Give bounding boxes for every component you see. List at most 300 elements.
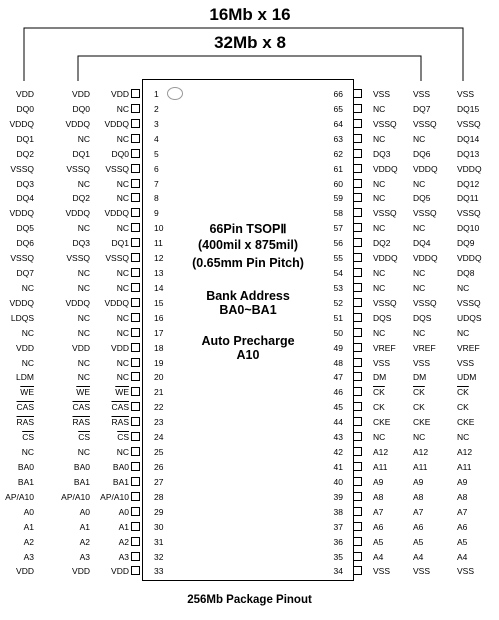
pin-pad (353, 253, 362, 262)
pin-number: 1 (154, 89, 159, 99)
pin-pad (353, 238, 362, 247)
pin-pad (353, 298, 362, 307)
x4-signal-label: $\overline{CK}$ (373, 387, 385, 398)
pin-number: 16 (154, 312, 164, 323)
x4-signal-label: CKE (373, 417, 391, 428)
x16-signal-label: A5 (457, 536, 468, 547)
x8-signal-label: $\overline{CS}$ (78, 432, 90, 443)
x8-signal-label: NC (77, 447, 90, 458)
pin-number: 54 (333, 268, 343, 279)
pin-number: 55 (333, 253, 343, 264)
x16-organization-title: 16Mb x 16 (209, 5, 291, 24)
x4-signal-label: A7 (373, 506, 384, 517)
x4-signal-label: A6 (373, 521, 384, 532)
x8-signal-label: A0 (79, 506, 90, 517)
x16-signal-label: NC (21, 357, 34, 368)
x8-signal-label: DQ6 (413, 148, 431, 159)
pin-pad (353, 149, 362, 158)
pin-pad (353, 283, 362, 292)
x8-signal-label: A9 (413, 476, 424, 487)
x16-signal-label: $\overline{CS}$ (22, 432, 34, 443)
x8-signal-label: $\overline{RAS}$ (72, 417, 90, 428)
pin-pad (353, 537, 362, 546)
pin-number: 31 (154, 536, 164, 547)
x8-signal-label: VSSQ (66, 163, 90, 174)
pin-number: 46 (333, 387, 343, 398)
pin-number: 8 (154, 193, 159, 204)
x16-signal-label: DQ2 (16, 148, 34, 159)
x4-signal-label: VDD (111, 566, 129, 577)
pin-number: 17 (154, 327, 164, 338)
x4-signal-label: NC (373, 268, 386, 279)
x8-signal-label: NC (77, 372, 90, 383)
x8-signal-label: $\overline{CK}$ (413, 387, 425, 398)
x8-signal-label: DQ7 (413, 103, 431, 114)
auto-precharge-value: A10 (236, 348, 260, 362)
x4-signal-label: NC (373, 178, 386, 189)
x16-signal-label: CK (457, 402, 469, 413)
pin-pad (131, 447, 140, 456)
x4-signal-label: VSS (373, 89, 391, 99)
x8-signal-label: BA1 (73, 476, 90, 487)
x8-signal-label: VSS (413, 357, 431, 368)
pin-number: 12 (154, 253, 164, 264)
pin-number: 30 (154, 521, 164, 532)
pin-pad (131, 477, 140, 486)
x8-signal-label: VDDQ (65, 118, 90, 129)
x4-signal-label: DQ2 (373, 238, 391, 249)
x4-signal-label: A5 (373, 536, 384, 547)
x16-signal-label: VSS (457, 89, 475, 99)
pin-number: 43 (333, 432, 343, 443)
pin-number: 25 (154, 447, 164, 458)
x8-signal-label: DQ4 (413, 238, 431, 249)
x4-signal-label: A1 (118, 521, 129, 532)
pin-pad (131, 89, 140, 98)
pin-number: 10 (154, 223, 164, 234)
x8-signal-label: VSS (413, 566, 431, 577)
x8-signal-label: VSSQ (413, 118, 437, 129)
x4-signal-label: A11 (373, 462, 388, 472)
pin-pad (131, 372, 140, 381)
x8-signal-label: NC (77, 282, 90, 293)
x8-signal-label: $\overline{CAS}$ (72, 402, 90, 413)
x16-signal-label: VSSQ (457, 118, 481, 129)
x8-signal-label: A11 (413, 462, 428, 472)
pin-pad (131, 268, 140, 277)
pin-pad (353, 193, 362, 202)
pin-pad (131, 164, 140, 173)
x8-signal-label: NC (77, 357, 90, 368)
x16-signal-label: DQ4 (16, 193, 34, 204)
pin-number: 9 (154, 208, 159, 219)
pin-pad (353, 447, 362, 456)
pin-number: 60 (333, 178, 343, 189)
x8-signal-label: AP/A10 (61, 491, 90, 502)
x8-signal-label: A3 (79, 551, 90, 562)
pin-pad (353, 387, 362, 396)
pin-pad (131, 193, 140, 202)
x8-organization-title: 32Mb x 8 (214, 33, 286, 52)
x8-signal-label: VREF (413, 342, 436, 353)
x8-signal-label: DQ2 (72, 193, 90, 204)
x4-signal-label: BA1 (112, 476, 129, 487)
x8-signal-label: NC (77, 133, 90, 144)
x8-signal-label: DQ1 (72, 148, 90, 159)
x4-signal-label: DQ3 (373, 148, 391, 159)
pin-pad (353, 462, 362, 471)
x16-signal-label: DQ8 (457, 268, 475, 279)
pin-pad (353, 522, 362, 531)
pin-number: 28 (154, 491, 164, 502)
pin-pad (353, 507, 362, 516)
pin-pitch: (0.65mm Pin Pitch) (192, 256, 304, 270)
x8-signal-label: NC (413, 432, 426, 443)
x4-signal-label: VSSQ (105, 253, 129, 264)
x4-signal-label: VSSQ (105, 163, 129, 174)
x4-signal-label: VDDQ (104, 297, 129, 308)
x4-signal-label: VDDQ (104, 118, 129, 129)
x4-signal-label: A12 (373, 447, 389, 458)
x8-signal-label: NC (77, 178, 90, 189)
pin-pad (131, 417, 140, 426)
pin-number: 19 (154, 357, 164, 368)
pin-number: 44 (333, 417, 343, 428)
x16-bracket (24, 28, 463, 81)
pin-number: 41 (333, 462, 343, 472)
pin-number: 22 (154, 402, 164, 413)
pin-pad (353, 268, 362, 277)
x4-signal-label: A3 (118, 551, 129, 562)
pin-pad (353, 417, 362, 426)
pin-number: 52 (333, 297, 343, 308)
x16-signal-label: A11 (457, 462, 472, 472)
x16-signal-label: NC (457, 327, 470, 338)
pin-pad (131, 432, 140, 441)
pin-number: 51 (333, 312, 343, 323)
pin-pad (131, 253, 140, 262)
pin-number: 57 (333, 223, 343, 234)
x8-signal-label: VDDQ (65, 208, 90, 219)
x4-signal-label: NC (116, 178, 129, 189)
x8-signal-label: DQ3 (72, 238, 90, 249)
pin-pad (353, 402, 362, 411)
x16-signal-label: VSSQ (457, 208, 481, 219)
pin-number: 3 (154, 118, 159, 129)
x8-signal-label: DM (413, 372, 427, 383)
x4-signal-label: NC (116, 193, 129, 204)
x8-signal-label: $\overline{WE}$ (76, 387, 90, 398)
pin-number: 50 (333, 327, 343, 338)
pin-number: 65 (333, 103, 343, 114)
pin-pad (131, 298, 140, 307)
x8-signal-label: VSSQ (413, 297, 437, 308)
x8-signal-label: VDDQ (413, 253, 438, 264)
x4-signal-label: NC (116, 327, 129, 338)
x16-signal-label: DQ10 (457, 223, 480, 234)
package-type: 66Pin TSOPⅡ (209, 222, 287, 236)
pin-pad (353, 432, 362, 441)
x16-signal-label: CKE (457, 417, 475, 428)
pin-pad (353, 208, 362, 217)
pin1-notch (167, 87, 183, 100)
pin-pad (131, 208, 140, 217)
x16-signal-label: $\overline{CK}$ (457, 387, 469, 398)
x16-signal-label: VDDQ (9, 297, 34, 308)
x8-bracket (78, 56, 421, 81)
pin-pad (353, 104, 362, 113)
pin-pad (131, 283, 140, 292)
x4-signal-label: VSSQ (373, 297, 397, 308)
x16-signal-label: AP/A10 (5, 491, 34, 502)
x16-signal-label: A7 (457, 506, 468, 517)
x16-signal-label: $\overline{RAS}$ (16, 417, 34, 428)
pin-number: 15 (154, 297, 164, 308)
x8-signal-label: NC (77, 312, 90, 323)
pin-number: 39 (333, 491, 343, 502)
x16-signal-label: $\overline{WE}$ (20, 387, 34, 398)
pin-number: 36 (333, 536, 343, 547)
x16-signal-label: NC (457, 282, 470, 293)
x16-signal-label: A8 (457, 491, 468, 502)
x4-signal-label: NC (116, 282, 129, 293)
x4-signal-label: NC (116, 357, 129, 368)
x16-signal-label: LDM (16, 372, 34, 383)
x4-signal-label: VDD (111, 89, 129, 99)
tsop-package-body (142, 79, 354, 581)
pin-number: 35 (333, 551, 343, 562)
pin-pad (131, 402, 140, 411)
x4-signal-label: DQ1 (111, 238, 129, 249)
pin-number: 53 (333, 282, 343, 293)
x4-signal-label: DM (373, 372, 387, 383)
pin-pad (131, 358, 140, 367)
x4-signal-label: NC (373, 133, 386, 144)
pin-number: 27 (154, 476, 164, 487)
x16-signal-label: VDDQ (457, 163, 482, 174)
x8-signal-label: NC (413, 223, 426, 234)
x16-signal-label: VDDQ (9, 118, 34, 129)
pin-pad (353, 313, 362, 322)
pin-number: 13 (154, 268, 164, 279)
x4-signal-label: VDDQ (104, 208, 129, 219)
x8-signal-label: VSSQ (413, 208, 437, 219)
x4-signal-label: A2 (118, 536, 129, 547)
x16-signal-label: VSS (457, 566, 475, 577)
auto-precharge-title: Auto Precharge (201, 334, 295, 348)
x16-signal-label: VDD (16, 566, 34, 577)
pin-number: 62 (333, 148, 343, 159)
x16-signal-label: DQ14 (457, 133, 480, 144)
pin-number: 20 (154, 372, 164, 383)
x16-signal-label: BA0 (17, 462, 34, 472)
x8-signal-label: VSSQ (66, 253, 90, 264)
x16-signal-label: DQ15 (457, 103, 480, 114)
pin-pad (353, 179, 362, 188)
x4-signal-label: VSS (373, 357, 391, 368)
x16-signal-label: A0 (23, 506, 34, 517)
pin-pad (131, 104, 140, 113)
pin-number: 26 (154, 462, 164, 472)
pin-number: 11 (154, 238, 163, 249)
x16-signal-label: DQ9 (457, 238, 475, 249)
x8-signal-label: DQ0 (72, 103, 90, 114)
pin-pad (353, 566, 362, 575)
pin-pad (131, 537, 140, 546)
x4-signal-label: VSS (373, 566, 391, 577)
x8-signal-label: NC (77, 268, 90, 279)
pin-number: 18 (154, 342, 164, 353)
x4-signal-label: A4 (373, 551, 384, 562)
x4-signal-label: AP/A10 (100, 491, 129, 502)
pin-number: 24 (154, 432, 164, 443)
x4-signal-label: NC (373, 103, 386, 114)
pin-pad (353, 223, 362, 232)
pin-pad (131, 343, 140, 352)
x4-signal-label: DQS (373, 312, 392, 323)
pin-number: 59 (333, 193, 343, 204)
pin-pad (353, 119, 362, 128)
pin-number: 34 (333, 566, 343, 577)
x16-signal-label: UDQS (457, 312, 482, 323)
x4-signal-label: NC (116, 447, 129, 458)
pin-number: 38 (333, 506, 343, 517)
x4-signal-label: $\overline{RAS}$ (111, 417, 129, 428)
x8-signal-label: DQS (413, 312, 432, 323)
x16-signal-label: NC (21, 282, 34, 293)
x16-signal-label: $\overline{CAS}$ (16, 402, 34, 413)
x4-signal-label: NC (116, 223, 129, 234)
x16-signal-label: A3 (23, 551, 34, 562)
x8-signal-label: VDDQ (413, 163, 438, 174)
pin-pad (131, 462, 140, 471)
x4-signal-label: NC (116, 268, 129, 279)
pin-number: 66 (333, 89, 343, 99)
x16-signal-label: VDD (16, 89, 34, 99)
x4-signal-label: BA0 (112, 462, 129, 472)
x16-signal-label: NC (21, 327, 34, 338)
pin-pad (353, 328, 362, 337)
pin-pad (353, 89, 362, 98)
x4-signal-label: NC (373, 432, 386, 443)
x8-signal-label: NC (77, 327, 90, 338)
x16-signal-label: DQ7 (16, 268, 34, 279)
x16-signal-label: NC (21, 447, 34, 458)
x16-signal-label: VREF (457, 342, 480, 353)
pin-pad (131, 328, 140, 337)
x8-signal-label: VDDQ (65, 297, 90, 308)
bank-address-title: Bank Address (206, 289, 290, 303)
x4-signal-label: NC (116, 103, 129, 114)
pin-number: 63 (333, 133, 343, 144)
pin-pad (131, 566, 140, 575)
pin-number: 29 (154, 506, 164, 517)
bank-address-value: BA0~BA1 (219, 303, 277, 317)
pin-pad (353, 164, 362, 173)
x16-signal-label: DQ11 (457, 193, 479, 204)
diagram-caption: 256Mb Package Pinout (187, 594, 312, 606)
x4-signal-label: CK (373, 402, 385, 413)
x8-signal-label: NC (413, 327, 426, 338)
x16-signal-label: BA1 (17, 476, 34, 487)
pin-pad (131, 387, 140, 396)
x16-signal-label: A12 (457, 447, 473, 458)
pin-pad (353, 372, 362, 381)
pin-number: 7 (154, 178, 159, 189)
x4-signal-label: NC (116, 312, 129, 323)
x4-signal-label: NC (373, 193, 386, 204)
pin-pad (131, 522, 140, 531)
pin-number: 14 (154, 282, 164, 293)
x16-signal-label: VDD (16, 342, 34, 353)
pin-number: 58 (333, 208, 343, 219)
x4-signal-label: $\overline{CAS}$ (111, 402, 129, 413)
x4-signal-label: A0 (118, 506, 129, 517)
x16-signal-label: VSS (457, 357, 475, 368)
x8-signal-label: A12 (413, 447, 429, 458)
x4-signal-label: A8 (373, 491, 384, 502)
x16-signal-label: VSSQ (10, 163, 34, 174)
pin-pad (131, 552, 140, 561)
x16-signal-label: A2 (23, 536, 34, 547)
x8-signal-label: NC (413, 178, 426, 189)
pin-number: 6 (154, 163, 159, 174)
x8-signal-label: NC (413, 282, 426, 293)
x4-signal-label: NC (116, 133, 129, 144)
x4-signal-label: VREF (373, 342, 396, 353)
x4-signal-label: VDDQ (373, 163, 398, 174)
x8-signal-label: BA0 (73, 462, 90, 472)
x8-signal-label: A4 (413, 551, 424, 562)
pin-number: 45 (333, 402, 343, 413)
x16-signal-label: A9 (457, 476, 468, 487)
x8-signal-label: A5 (413, 536, 424, 547)
x8-signal-label: NC (413, 133, 426, 144)
x16-signal-label: DQ12 (457, 178, 480, 189)
x4-signal-label: NC (373, 223, 386, 234)
x16-signal-label: DQ5 (16, 223, 34, 234)
pin-pad (131, 179, 140, 188)
pin-number: 49 (333, 342, 343, 353)
pin-number: 37 (333, 521, 343, 532)
x4-signal-label: VSSQ (373, 208, 397, 219)
x4-signal-label: A9 (373, 476, 384, 487)
x16-signal-label: DQ6 (16, 238, 34, 249)
x16-signal-label: DQ1 (16, 133, 34, 144)
pin-pad (131, 223, 140, 232)
pin-number: 2 (154, 103, 159, 114)
x16-signal-label: A6 (457, 521, 468, 532)
pin-pad (131, 313, 140, 322)
pin-pad (353, 552, 362, 561)
x16-signal-label: NC (457, 432, 470, 443)
x4-signal-label: NC (373, 282, 386, 293)
x8-signal-label: A7 (413, 506, 424, 517)
x8-signal-label: A8 (413, 491, 424, 502)
pin-pad (131, 507, 140, 516)
pin-pad (131, 492, 140, 501)
pin-number: 47 (333, 372, 343, 383)
pin-number: 48 (333, 357, 343, 368)
x4-signal-label: DQ0 (111, 148, 129, 159)
x16-signal-label: VDDQ (457, 253, 482, 264)
x4-signal-label: NC (116, 372, 129, 383)
x8-signal-label: A6 (413, 521, 424, 532)
x16-signal-label: DQ13 (457, 148, 480, 159)
pin-number: 23 (154, 417, 164, 428)
x8-signal-label: VSS (413, 89, 431, 99)
x16-signal-label: DQ0 (16, 103, 34, 114)
